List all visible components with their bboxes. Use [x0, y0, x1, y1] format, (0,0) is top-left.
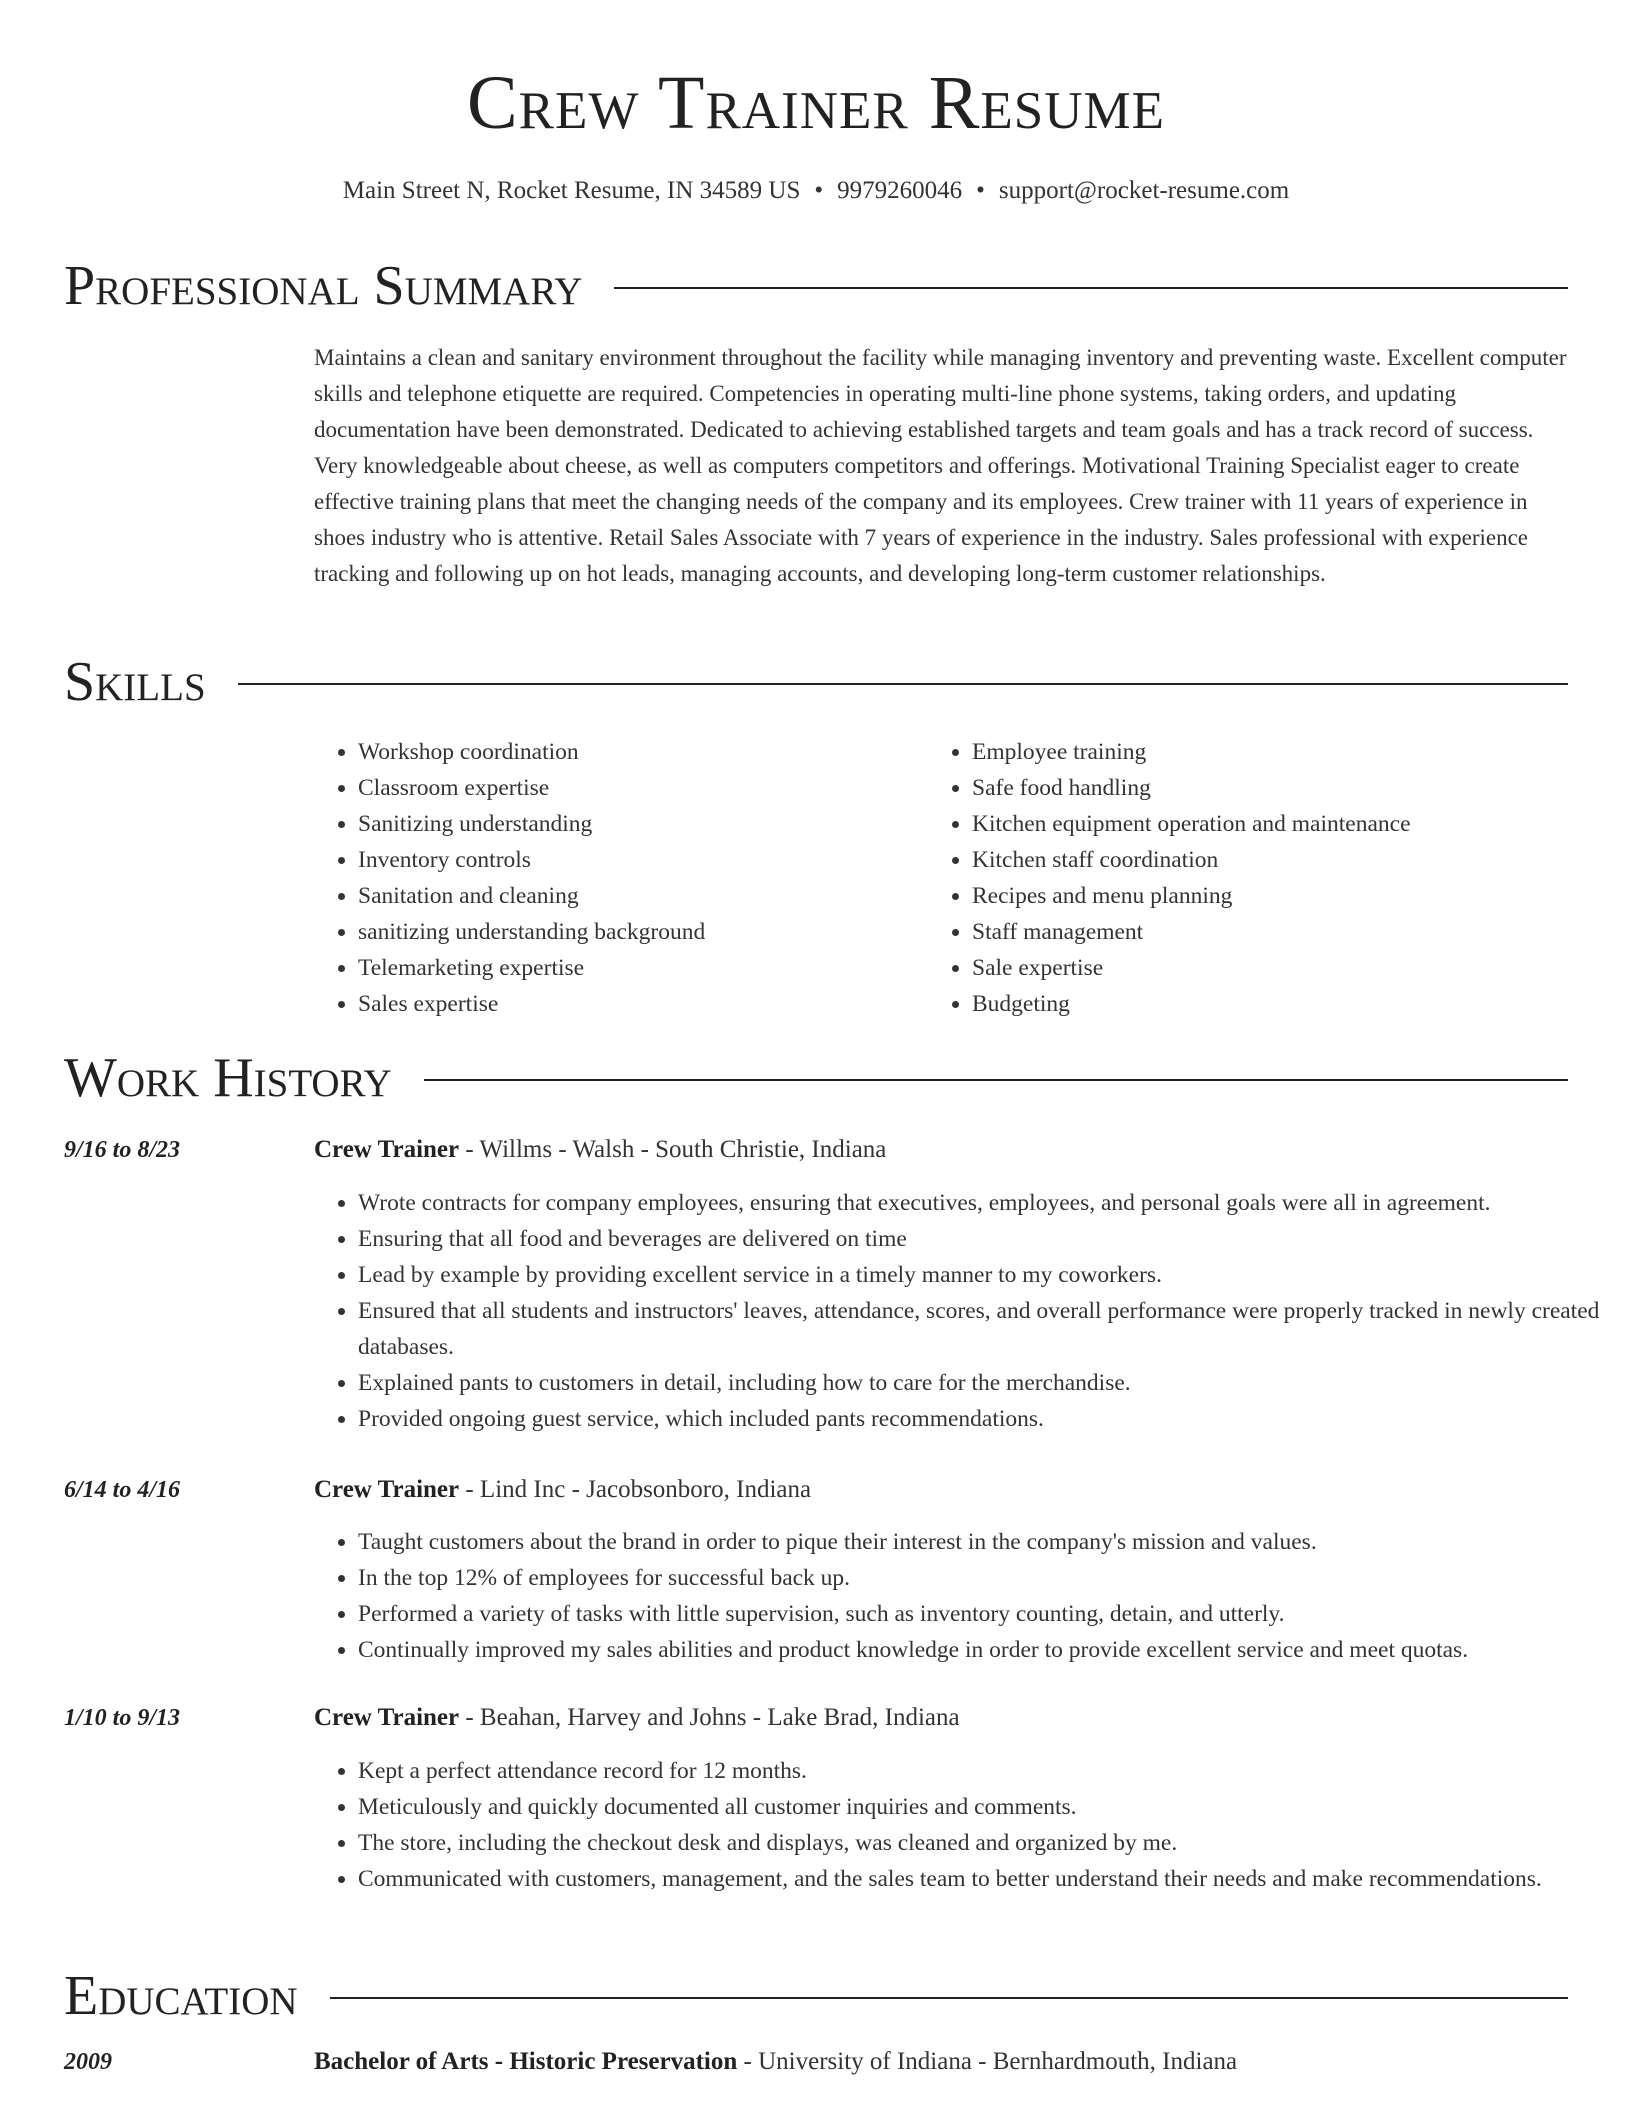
address: Main Street N, Rocket Resume, IN 34589 US [342, 177, 801, 204]
job-dates: 1/10 to 9/13 [64, 1705, 181, 1731]
duty-item: • Explained pants to customers in detail, including how to care for the merchandise. [358, 1365, 1628, 1401]
separator: • [976, 177, 985, 204]
skill-item: • Sanitation and cleaning [358, 878, 705, 914]
education-degree: Bachelor of Arts - Historic Preservation [314, 2048, 738, 2075]
education-year: 2009 [64, 2049, 112, 2075]
duty-item: • Meticulously and quickly documented all customer inquiries and comments. [358, 1789, 1628, 1825]
job-heading [314, 1700, 960, 1736]
skill-item: • Staff management [972, 914, 1411, 950]
duty-item: • Lead by example by providing excellent service in a timely manner to my coworkers. [358, 1257, 1628, 1293]
divider [614, 287, 1568, 289]
job-title: Crew Trainer [314, 1136, 460, 1163]
skill-item: • Sale expertise [972, 950, 1411, 986]
work-heading-row [64, 1046, 1568, 1110]
skill-item: • Recipes and menu planning [972, 878, 1411, 914]
job-heading [314, 1472, 811, 1508]
skill-item: • Employee training [972, 734, 1411, 770]
skill-item: • Classroom expertise [358, 770, 705, 806]
duty-item: • Provided ongoing guest service, which included pants recommendations. [358, 1401, 1628, 1437]
skill-item: • Safe food handling [972, 770, 1411, 806]
section-heading-work: Work History [64, 1047, 392, 1109]
section-heading-summary: Professional Summary [64, 255, 583, 317]
skill-item: • Inventory controls [358, 842, 705, 878]
duty-item: • Performed a variety of tasks with little supervision, such as inventory counting, detain, and utterly. [358, 1596, 1628, 1632]
skill-item: • Telemarketing expertise [358, 950, 705, 986]
duty-item: • The store, including the checkout desk and displays, was cleaned and organized by me. [358, 1825, 1628, 1861]
duty-item: • In the top 12% of employees for successful back up. [358, 1560, 1628, 1596]
skill-item: • sanitizing understanding background [358, 914, 705, 950]
job-duties [314, 1524, 1628, 1668]
email[interactable]: support@rocket-resume.com [998, 177, 1290, 204]
skill-item: • Sanitizing understanding [358, 806, 705, 842]
divider [424, 1079, 1568, 1081]
skills-list-right [928, 734, 1411, 1022]
divider [330, 1997, 1568, 1999]
duty-item: • Ensuring that all food and beverages are delivered on time [358, 1221, 1628, 1257]
job-dates: 9/16 to 8/23 [64, 1137, 181, 1163]
duty-item: • Wrote contracts for company employees, ensuring that executives, employees, and personal goals were all in agreement. [358, 1185, 1628, 1221]
skill-item: • Sales expertise [358, 986, 705, 1022]
separator: • [814, 177, 824, 204]
duty-item: • Continually improved my sales abilities and product knowledge in order to provide excellent service and meet quotas. [358, 1632, 1628, 1668]
job-title: Crew Trainer [314, 1704, 460, 1731]
job-employer: - Lind Inc - Jacobsonboro, Indiana [459, 1476, 812, 1503]
duty-item: • Kept a perfect attendance record for 12 months. [358, 1753, 1628, 1789]
summary-heading-row [64, 254, 1568, 318]
skill-item: • Workshop coordination [358, 734, 705, 770]
education-heading-row [64, 1964, 1568, 2028]
job-heading [314, 1132, 886, 1168]
divider [238, 683, 1568, 685]
skills-heading-row [64, 650, 1568, 714]
skill-item: • Kitchen staff coordination [972, 842, 1411, 878]
section-heading-skills: Skills [64, 651, 206, 713]
duty-item: • Taught customers about the brand in order to pique their interest in the company's mission and values. [358, 1524, 1628, 1560]
skills-list-left [314, 734, 705, 1022]
job-duties [314, 1753, 1628, 1897]
education-school: - University of Indiana - Bernhardmouth, Indiana [737, 2048, 1238, 2075]
job-employer: - Beahan, Harvey and Johns - Lake Brad, Indiana [459, 1704, 960, 1731]
job-duties [314, 1185, 1628, 1437]
summary-text: Maintains a clean and sanitary environment throughout the facility while managing inventory and preventing waste. Excellent computer skills and telephone etiquette are required. Competencies in operating multi-line phone systems, taking orders, and updating documentation have been demonstrated. Dedicated to achieving established targets and team goals and has a track record of success. Very knowledgeable about cheese, as well as computers competitors and offerings. Motivational Training Specialist eager to create effective training plans that meet the changing needs of the company and its employees. Crew trainer with 11 years of experience in shoes industry who is attentive. Retail Sales Associate with 7 years of experience in the industry. Sales professional with experience tracking and following up on hot leads, managing accounts, and developing long-term customer relationships. [314, 345, 1567, 586]
skill-item: • Budgeting [972, 986, 1411, 1022]
phone: 9979260046 [837, 177, 963, 204]
education-entry [314, 2044, 1237, 2080]
contact-line [0, 174, 1632, 208]
duty-item: • Ensured that all students and instructors' leaves, attendance, scores, and overall performance were properly tracked in newly created databases. [358, 1293, 1628, 1365]
section-heading-education: Education [64, 1965, 298, 2027]
duty-item: • Communicated with customers, management, and the sales team to better understand their needs and make recommendations. [358, 1861, 1628, 1897]
job-title: Crew Trainer [314, 1476, 460, 1503]
job-employer: - Willms - Walsh - South Christie, Indiana [459, 1136, 887, 1163]
job-dates: 6/14 to 4/16 [64, 1477, 181, 1503]
resume-title: Crew Trainer Resume [466, 61, 1166, 145]
skill-item: • Kitchen equipment operation and maintenance [972, 806, 1411, 842]
